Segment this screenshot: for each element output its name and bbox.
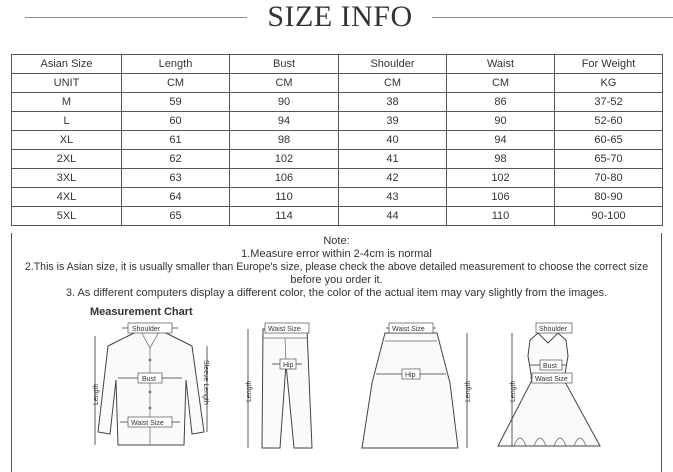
table-cell: 44 [339, 207, 447, 226]
note-line-1: 1.Measure error within 2-4cm is normal [241, 248, 432, 260]
shirt-waist-label: Waist Size [131, 420, 164, 427]
skirt-waist-label: Waist Size [392, 326, 425, 333]
table-cell: 61 [122, 131, 230, 150]
shirt-shoulder-label: Shoulder [132, 326, 161, 333]
shirt-length-label: Length [93, 383, 100, 405]
skirt-length-label: Length [465, 380, 472, 402]
pants-hip-label: Hip [283, 362, 294, 369]
table-cell: CM [339, 74, 447, 93]
table-cell: 90 [447, 112, 555, 131]
table-cell: 64 [122, 188, 230, 207]
table-cell: 3XL [12, 169, 122, 188]
table-cell: KG [555, 74, 663, 93]
table-cell: M [12, 93, 122, 112]
page-title: SIZE INFO [267, 0, 413, 33]
table-cell: 65-70 [555, 150, 663, 169]
dress-diagram [498, 323, 600, 446]
table-cell: 43 [339, 188, 447, 207]
table-cell: CM [122, 74, 230, 93]
note-line-3: 3. As different computers display a different color, the color of the actual item may vary slightly from the images. [65, 287, 608, 299]
pants-length-label: Length [246, 380, 253, 402]
table-cell: 52-60 [555, 112, 663, 131]
table-cell: 80-90 [555, 188, 663, 207]
table-cell: CM [230, 74, 339, 93]
table-cell: 38 [339, 93, 447, 112]
table-cell: 60 [122, 112, 230, 131]
table-cell: 42 [339, 169, 447, 188]
table-cell: 4XL [12, 188, 122, 207]
shirt-sleeve-label: Sleeve Length [202, 360, 209, 405]
table-cell: 63 [122, 169, 230, 188]
dress-shoulder-label: Shoulder [539, 326, 568, 333]
table-cell: 70-80 [555, 169, 663, 188]
table-cell: 37-52 [555, 93, 663, 112]
column-header: Shoulder [339, 55, 447, 74]
dress-length-label: Length [510, 380, 517, 402]
table-cell: UNIT [12, 74, 122, 93]
pants-waist-label: Waist Size [268, 326, 301, 333]
table-cell: 102 [447, 169, 555, 188]
table-cell: 2XL [12, 150, 122, 169]
table-cell: 98 [230, 131, 339, 150]
table-cell: 98 [447, 150, 555, 169]
table-cell: 110 [230, 188, 339, 207]
shirt-bust-label: Bust [142, 376, 157, 383]
table-cell: 40 [339, 131, 447, 150]
note-heading: Note: [323, 235, 350, 247]
table-cell: 110 [447, 207, 555, 226]
table-cell: 39 [339, 112, 447, 131]
table-cell: 90 [230, 93, 339, 112]
note-line-2: 2.This is Asian size, it is usually smaller than Europe's size, please check the above detailed measurement to choose the correct size [24, 261, 649, 273]
table-cell: 5XL [12, 207, 122, 226]
table-cell: 86 [447, 93, 555, 112]
column-header: Bust [230, 55, 339, 74]
shirt-diagram [93, 323, 209, 445]
table-cell: 94 [230, 112, 339, 131]
table-cell: 106 [447, 188, 555, 207]
table-cell: XL [12, 131, 122, 150]
dress-bust-label: Bust [543, 363, 558, 370]
skirt-diagram [362, 323, 472, 448]
dress-waist-label: Waist Size [535, 376, 568, 383]
table-cell: 65 [122, 207, 230, 226]
table-cell: 60-65 [555, 131, 663, 150]
pants-diagram [246, 323, 312, 448]
column-header: Length [122, 55, 230, 74]
column-header: For Weight [555, 55, 663, 74]
table-cell: 106 [230, 169, 339, 188]
table-cell: 114 [230, 207, 339, 226]
table-cell: 102 [230, 150, 339, 169]
note-line-2-continued: before you order it. [290, 274, 383, 286]
skirt-hip-label: Hip [405, 372, 416, 379]
table-cell: 62 [122, 150, 230, 169]
table-cell: 59 [122, 93, 230, 112]
column-header: Waist [447, 55, 555, 74]
column-header: Asian Size [12, 55, 122, 74]
table-cell: L [12, 112, 122, 131]
measurement-chart-title: Measurement Chart [90, 306, 193, 318]
table-cell: 94 [447, 131, 555, 150]
table-cell: CM [447, 74, 555, 93]
table-cell: 90-100 [555, 207, 663, 226]
table-cell: 41 [339, 150, 447, 169]
